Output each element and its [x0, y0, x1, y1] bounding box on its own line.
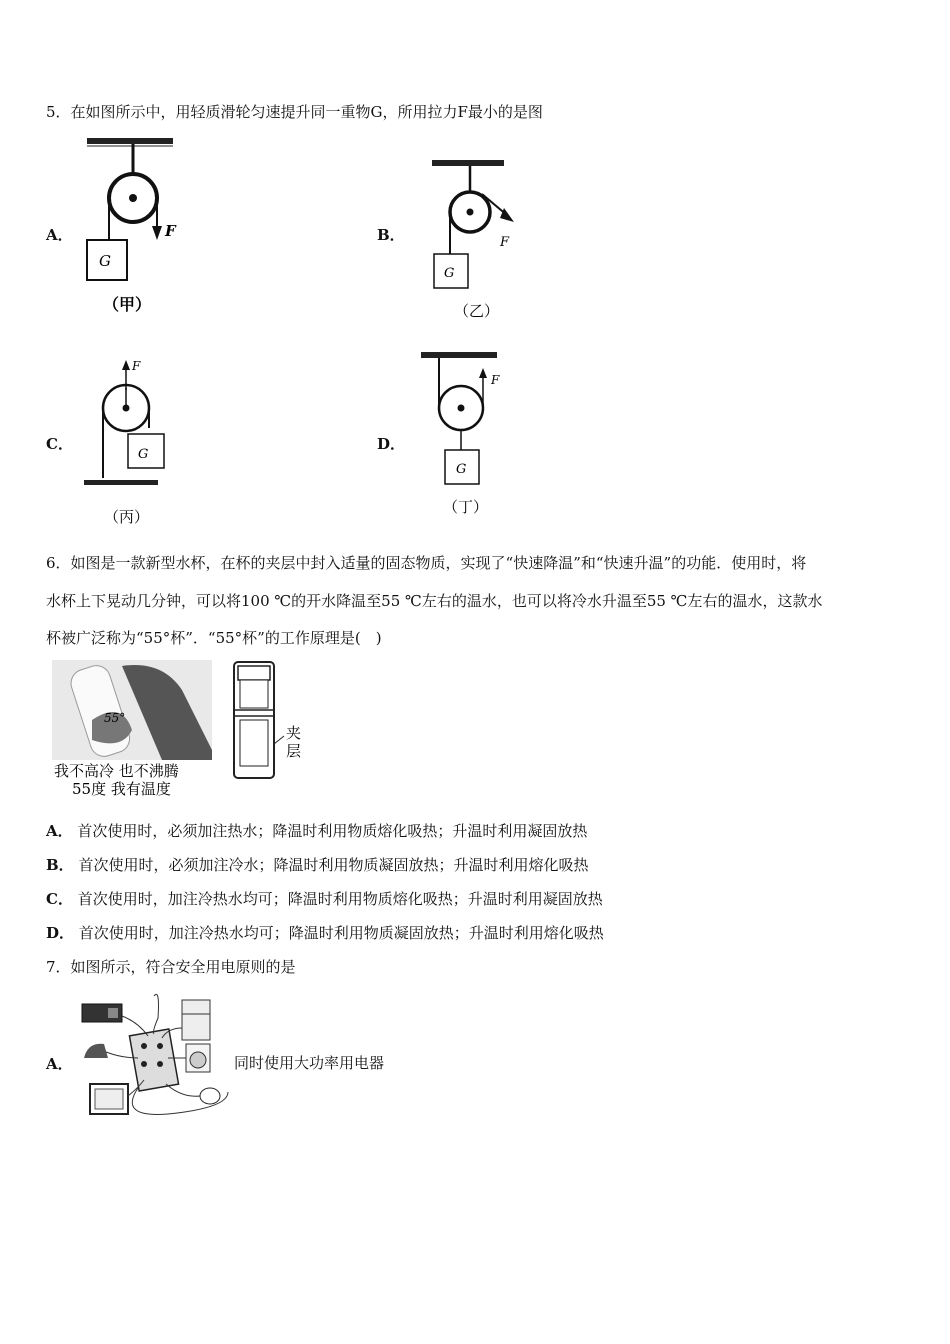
q6-option-d-letter: D． [46, 924, 75, 942]
q7-stem: 7．如图所示，符合安全用电原则的是 [46, 958, 296, 976]
q6-option-a-text: 首次使用时，必须加注热水；降温时利用物质熔化吸热；升温时利用凝固放热 [77, 822, 588, 840]
force-label: F [491, 373, 500, 387]
q5-figure-c-movable-pulley [80, 352, 180, 532]
q6-option-a-letter: A． [46, 822, 73, 840]
q5-figure-b-fixed-pulley [420, 150, 540, 330]
q6-option-c[interactable] [46, 889, 603, 909]
layer-label-2: 层 [286, 742, 302, 760]
caption-d: （丁） [443, 498, 489, 516]
fridge-icon [182, 1000, 210, 1040]
q5-option-b-letter[interactable]: B． [377, 226, 405, 244]
q6-option-a[interactable] [46, 821, 587, 841]
q6-stem-line1: 6．如图是一款新型水杯，在杯的夹层中封入适量的固态物质，实现了“快速降温”和“快速升温”的功能．使用时，将 [46, 554, 807, 572]
weight-label: G [456, 462, 467, 477]
kettle-icon [200, 1088, 220, 1104]
q6-option-b[interactable] [46, 855, 588, 875]
q6-option-d[interactable] [46, 923, 604, 943]
ceiling [432, 160, 504, 166]
q6-option-b-text: 首次使用时，必须加注冷水；降温时利用物质凝固放热；升温时利用熔化吸热 [78, 856, 589, 874]
photo-caption-line1: 我不高冷 也不沸腾 [54, 762, 179, 780]
caption-c: （丙） [104, 508, 150, 526]
ground [84, 480, 158, 485]
force-arrow-icon [122, 360, 130, 370]
caption-b: （乙） [454, 302, 500, 320]
power-strip-icon [129, 1029, 178, 1091]
q6-option-b-letter: B． [46, 856, 74, 874]
force-label: F [500, 235, 510, 250]
weight-label: G [99, 252, 111, 270]
q6-stem-line2: 水杯上下晃动几分钟，可以将100 ℃的开水降温至55 ℃左右的温水，也可以将冷水升温至55 ℃左右的温水，这款水 [46, 592, 823, 610]
q6-option-c-text: 首次使用时，加注冷热水均可；降温时利用物质熔化吸热；升温时利用凝固放热 [77, 890, 603, 908]
q5-option-a-letter[interactable]: A． [46, 226, 73, 244]
q5-stem: 5．在如图所示中，用轻质滑轮匀速提升同一重物G，所用拉力F最小的是图 [46, 103, 543, 121]
caption-a: （甲） [103, 295, 152, 314]
force-arrow-icon [152, 226, 162, 240]
photo-caption-line2: 55度 我有温度 [72, 780, 171, 798]
q6-option-d-text: 首次使用时，加注冷热水均可；降温时利用物质凝固放热；升温时利用熔化吸热 [78, 924, 604, 942]
q6-option-c-letter: C． [46, 890, 73, 908]
force-label: F [165, 222, 176, 240]
q6-cup-diagram [228, 660, 308, 784]
ceiling [421, 352, 497, 358]
cup-mark: 55° [104, 711, 126, 725]
q5-option-d-letter[interactable]: D． [377, 435, 406, 453]
weight-label: G [444, 266, 455, 281]
q7-overloaded-socket-figure [78, 988, 238, 1128]
q5-figure-a-fixed-pulley [75, 132, 195, 322]
iron-icon [84, 1044, 108, 1058]
q7-option-a-text: 同时使用大功率用电器 [234, 1054, 385, 1072]
q5-figure-d-movable-pulley [415, 346, 525, 526]
force-label: F [132, 359, 141, 373]
layer-label-1: 夹 [286, 724, 302, 742]
q6-stem-line3: 杯被广泛称为“55°杯”．“55°杯”的工作原理是( ) [46, 629, 382, 647]
force-arrow-icon [479, 368, 487, 378]
weight-label: G [138, 447, 149, 462]
ceiling [87, 138, 173, 144]
q7-option-a-letter[interactable]: A． [46, 1055, 73, 1073]
q5-option-c-letter[interactable]: C． [46, 435, 73, 453]
q6-cup-photo [52, 660, 212, 798]
